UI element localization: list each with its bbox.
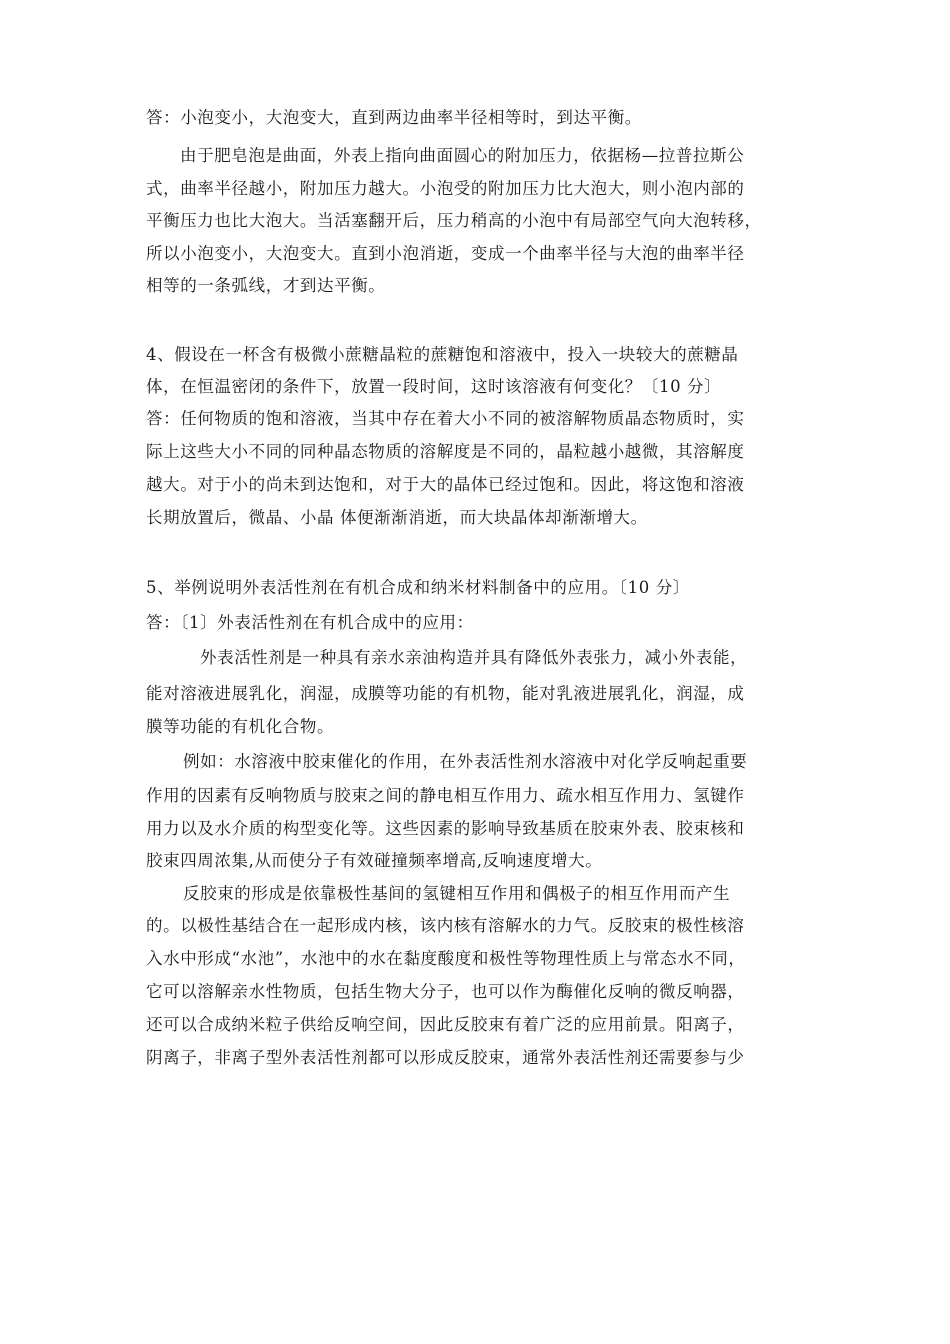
paragraph-line: 还可以合成纳米粒子供给反响空间，因此反胶束有着广泛的应用前景。阳离子， [146,1015,745,1034]
paragraph-line: 作用的因素有反响物质与胶束之间的静电相互作用力、疏水相互作用力、氢键作 [146,786,745,805]
question-5-line: 5、举例说明外表活性剂在有机合成和纳米材料制备中的应用。〔10 分〕 [146,578,690,597]
answer-4-line: 际上这些大小不同的同种晶态物质的溶解度是不同的，晶粒越小越微，其溶解度 [146,442,745,461]
question-4-line: 体，在恒温密闭的条件下，放置一段时间，这时该溶液有何变化？〔10 分〕 [146,377,722,396]
paragraph-line: 入水中形成“水池”，水池中的水在黏度酸度和极性等物理性质上与常态水不同， [146,949,746,968]
question-4-line: 4、假设在一杯含有极微小蔗糖晶粒的蔗糖饱和溶液中，投入一块较大的蔗糖晶 [146,345,739,364]
paragraph-line: 相等的一条弧线，才到达平衡。 [146,276,386,295]
paragraph-line: 用力以及水介质的构型变化等。这些因素的影响导致基质在胶束外表、胶束核和 [146,819,745,838]
paragraph-line: 的。以极性基结合在一起形成内核，该内核有溶解水的力气。反胶束的极性核溶 [146,916,745,935]
paragraph-line: 由于肥皂泡是曲面，外表上指向曲面圆心的附加压力，依据杨—拉普拉斯公 [180,146,745,165]
paragraph-line: 反胶束的形成是依靠极性基间的氢键相互作用和偶极子的相互作用而产生 [183,884,731,903]
answer-3-line: 答：小泡变小，大泡变大，直到两边曲率半径相等时，到达平衡。 [146,108,642,127]
paragraph-line: 胶束四周浓集,从而使分子有效碰撞频率增高,反响速度增大。 [146,851,603,870]
paragraph-line: 膜等功能的有机化合物。 [146,717,335,736]
answer-5-intro: 答：〔1〕外表活性剂在有机合成中的应用： [146,613,474,632]
paragraph-line: 能对溶液进展乳化，润湿，成膜等功能的有机物，能对乳液进展乳化，润湿，成 [146,684,745,703]
paragraph-line: 外表活性剂是一种具有亲水亲油构造并具有降低外表张力，减小外表能， [200,648,748,667]
paragraph-line: 平衡压力也比大泡大。当活塞翻开后，压力稍高的小泡中有局部空气向大泡转移， [146,211,762,230]
paragraph-line: 所以小泡变小，大泡变大。直到小泡消逝，变成一个曲率半径与大泡的曲率半径 [146,244,745,263]
paragraph-line: 式，曲率半径越小，附加压力越大。小泡受的附加压力比大泡大，则小泡内部的 [146,179,745,198]
paragraph-line: 阴离子，非离子型外表活性剂都可以形成反胶束，通常外表活性剂还需要参与少 [146,1048,745,1067]
answer-4-line: 越大。对于小的尚未到达饱和，对于大的晶体已经过饱和。因此，将这饱和溶液 [146,475,745,494]
answer-4-line: 长期放置后，微晶、小晶 体便渐渐消逝，而大块晶体却渐渐增大。 [146,508,648,527]
paragraph-line: 例如：水溶液中胶束催化的作用，在外表活性剂水溶液中对化学反响起重要 [183,752,748,771]
answer-4-line: 答：任何物质的饱和溶液，当其中存在着大小不同的被溶解物质晶态物质时，实 [146,409,745,428]
paragraph-line: 它可以溶解亲水性物质，包括生物大分子，也可以作为酶催化反响的微反响器， [146,982,745,1001]
